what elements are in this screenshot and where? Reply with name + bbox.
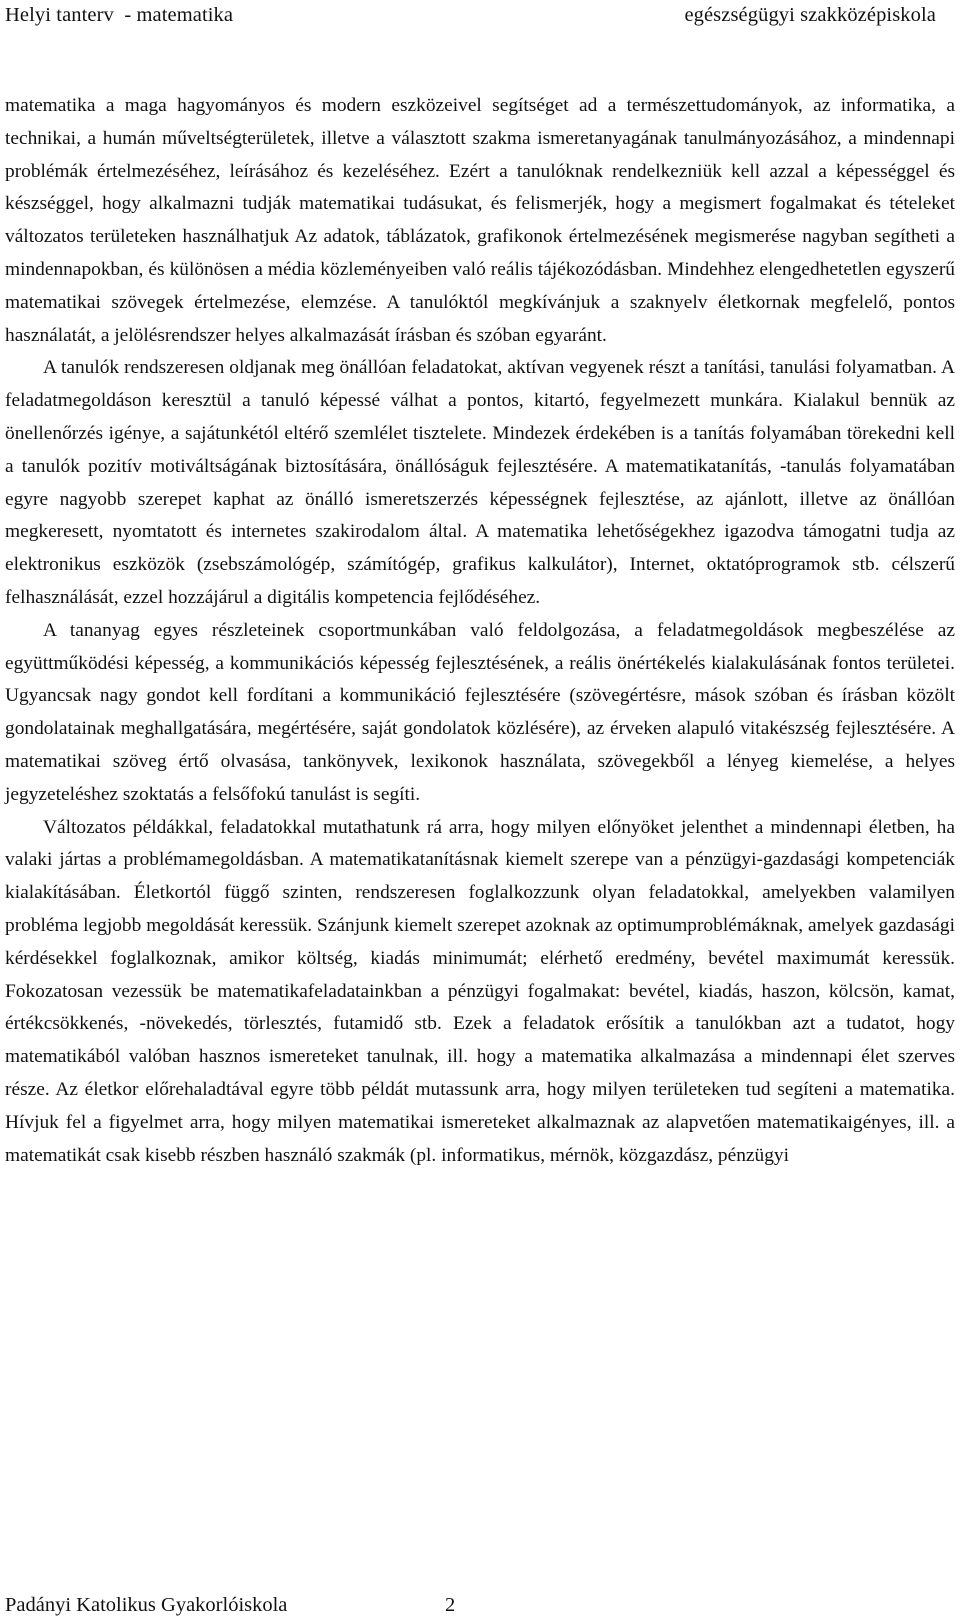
paragraph: matematika a maga hagyományos és modern eszközeivel segítséget ad a természettudományok, az informatika, a technikai, a humán műveltségterületek, illetve a választott szakma ismeretanyagának tanulmányozásához, a mindennapi problémák értelmezéséhez, leírásához és kezeléséhez. Ezért a tanulóknak rendelkezniük kell azzal a képességgel és készséggel, hogy alkalmazni tudják matematikai tudásukat, és felismerjék, hogy a megismert fogalmakat és tételeket változatos területeken használhatjuk Az adatok, táblázatok, grafikonok értelmezésének megismerése nagyban segítheti a mindennapokban, és különösen a média közleményeiben való reális tájékozódásban. Mindehhez elengedhetetlen egyszerű matematikai szövegek értelmezése, elemzése. A tanulóktól megkívánjuk a szaknyelv életkornak megfelelő, pontos használatát, a jelölésrendszer helyes alkalmazását írásban és szóban egyaránt.	[5, 95, 955, 346]
header-school-type: egészségügyi szakközépiskola	[684, 4, 936, 26]
paragraph: Változatos példákkal, feladatokkal mutathatunk rá arra, hogy milyen előnyöket jelenthet a mindennapi életben, ha valaki jártas a problémamegoldásban. A matematikatanításnak kiemelt szerepe van a pénzügyi-gazdasági kompetenciák kialakításában. Életkortól függő szinten, rendszeresen foglalkozzunk olyan feladatokkal, amelyekben valamilyen probléma legjobb megoldását keressük. Szánjunk kiemelt szerepet azoknak az optimumproblémáknak, amelyek gazdasági kérdésekkel foglalkoznak, amikor költség, kiadás minimumát; elérhető eredmény, bevétel maximumát keressük. Fokozatosan vezessük be matematikafeladatainkban a pénzügyi fogalmakat: bevétel, kiadás, haszon, kölcsön, kamat, értékcsökkenés, -növekedés, törlesztés, futamidő stb. Ezek a feladatok erősítik a tanulókban azt a tudatot, hogy matematikából valóban hasznos ismereteket tanulnak, ill. hogy a matematika alkalmazása a mindennapi élet szerves része. Az életkor előrehaladtával egyre több példát mutassunk arra, hogy milyen területeken tud segíteni a matematika. Hívjuk fel a figyelmet arra, hogy milyen matematikai ismereteket alkalmaznak az alapvetően matematikaigényes, ill. a matematikát csak kisebb részben használó szakmák (pl. informatikus, mérnök, közgazdász, pénzügyi	[5, 816, 955, 1166]
header-title: Helyi tanterv - matematika	[5, 4, 234, 26]
page-header	[5, 0, 936, 30]
footer-school-name: Padányi Katolikus Gyakorlóiskola	[5, 1594, 288, 1616]
page-number: 2	[445, 1594, 456, 1616]
document-body	[5, 90, 955, 1172]
paragraph: A tanulók rendszeresen oldjanak meg önállóan feladatokat, aktívan vegyenek részt a tanítási, tanulási folyamatban. A feladatmegoldáson keresztül a tanuló képessé válhat a pontos, kitartó, fegyelmezett munkára. Kialakul bennük az önellenőrzés igénye, a sajátunkétól eltérő szemlélet tisztelete. Mindezek érdekében is a tanítás folyamában törekedni kell a tanulók pozitív motiváltságának biztosítására, önállóságuk fejlesztésére. A matematikatanítás, -tanulás folyamatában egyre nagyobb szerepet kaphat az önálló ismeretszerzés képességnek fejlesztése, az ajánlott, illetve az önállóan megkeresett, nyomtatott és internetes szakirodalom által. A matematika lehetőségekhez igazodva támogatni tudja az elektronikus eszközök (zsebszámológép, számítógép, grafikus kalkulátor), Internet, oktatóprogramok stb. célszerű felhasználását, ezzel hozzájárul a digitális kompetencia fejlődéséhez.	[5, 357, 955, 608]
paragraph: A tananyag egyes részleteinek csoportmunkában való feldolgozása, a feladatmegoldások megbeszélése az együttműködési képesség, a kommunikációs képesség fejlesztésének, a reális önértékelés kialakulásának fontos területei. Ugyancsak nagy gondot kell fordítani a kommunikáció fejlesztésére (szövegértésre, mások szóban és írásban közölt gondolatainak meghallgatására, megértésére, saját gondolatok közlésére), az érveken alapuló vitakészség fejlesztésére. A matematikai szöveg értő olvasása, tankönyvek, lexikonok használata, szövegekből a lényeg kiemelése, a helyes jegyzeteléshez szoktatás a felsőfokú tanulást is segíti.	[5, 619, 955, 805]
